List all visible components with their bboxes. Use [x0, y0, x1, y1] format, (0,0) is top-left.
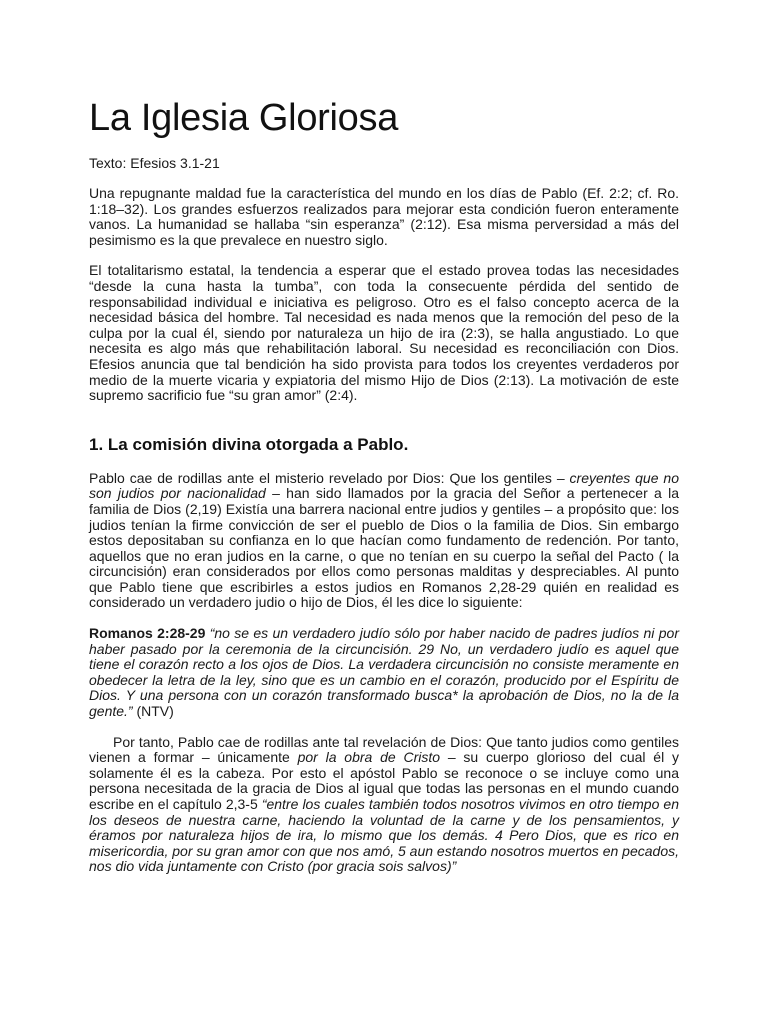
text-run: – su cuerpo glorioso del cual él y solamente él es la cabeza. Por esto el apóstol Pablo se reconoce o se incluye como una persona necesitada de la gracia de Dios al igual que todas las personas en el mundo cuando escribe en el capítulo 2,3-5: [89, 749, 679, 812]
text-run: Pablo cae de rodillas ante el misterio revelado por Dios: Que los gentiles –: [89, 469, 570, 486]
paragraph-intro: Una repugnante maldad fue la característica del mundo en los días de Pablo (Ef. 2:2; cf. Ro. 1:18–32). Los grandes esfuerzos realizados para mejorar esta condición fueron enteramente vanos. La humanidad se hallaba “sin esperanza” (2:12). Esa misma perversidad a más del pesimismo es la que prevalece en nuestro siglo.: [89, 185, 679, 248]
italic-run: creyentes que no son judios por nacionalidad: [89, 469, 679, 502]
paragraph-revelacion: [89, 735, 679, 875]
text-run: – han sido llamados por la gracia del Señor a pertenecer a la familia de Dios (2,19) Existía una barrera nacional entre judios y gentiles – a propósito que: los judios tenían la firme convicción de ser el pueblo de Dios o la familia de Dios. Sin embargo estos depositaban su confianza en lo que hacían como fundamento de redención. Por tanto, aquellos que no eran judios en la carne, o que no tenían en su cuerpo la señal del Pacto ( la circuncisión) eran considerados por ellos como personas malditas y despreciables. Al punto que Pablo tiene que escribirles a estos judios en Romanos 2,28-29 quién en realidad es considerado un verdadero judio o hijo de Dios, él les dice lo siguiente:: [89, 485, 679, 611]
quote-text: “entre los cuales también todos nosotros vivimos en otro tiempo en los deseos de nuestra carne, haciendo la voluntad de la carne y de los pensamientos, y éramos por naturaleza hijos de ira, lo mismo que los demás. 4 Pero Dios, que es rico en misericordia, por su gran amor con que nos amó, 5 aun estando nosotros muertos en pecados, nos dio vida juntamente con Cristo (por gracia sois salvos)”: [89, 796, 679, 875]
bible-version: (NTV): [132, 703, 174, 720]
quote-text: “no se es un verdadero judío sólo por haber nacido de padres judíos ni por haber pasado por la ceremonia de la circuncisión. 29 No, un verdadero judío es aquel que tiene el corazón recto a los ojos de Dios. La verdadera circuncisión no consiste meramente en obedecer la letra de la ley, sino que es un cambio en el corazón, producido por el Espíritu de Dios. Y una persona con un corazón transformado busca* la aprobación de Dios, no la de la gente.”: [89, 625, 679, 720]
paragraph-romanos-quote: [89, 626, 679, 720]
scripture-reference: Texto: Efesios 3.1-21: [89, 155, 220, 171]
paragraph-pablo-misterio: [89, 471, 679, 611]
italic-run: por la obra de Cristo: [297, 749, 441, 766]
text-run: Por tanto, Pablo cae de rodillas ante tal revelación de Dios: Que tanto judios como gentiles vienen a formar – únicamente: [89, 733, 679, 766]
document-title: La Iglesia Gloriosa: [89, 97, 399, 139]
bible-reference: Romanos 2:28-29: [89, 625, 206, 642]
section-heading-1: 1. La comisión divina otorgada a Pablo.: [89, 434, 409, 454]
paragraph-totalitarismo: El totalitarismo estatal, la tendencia a esperar que el estado provea todas las necesidades “desde la cuna hasta la tumba”, con toda la consecuente pérdida del sentido de responsabilidad individual e iniciativa es peligroso. Otro es el falso concepto acerca de la necesidad básica del hombre. Tal necesidad es nada menos que la remoción del peso de la culpa por la cual él, siendo por naturaleza un hijo de ira (2:3), se halla angustiado. Lo que necesita es algo más que rehabilitación laboral. Su necesidad es reconciliación con Dios. Efesios anuncia que tal bendición ha sido provista para todos los creyentes verdaderos por medio de la muerte vicaria y expiatoria del mismo Hijo de Dios (2:13). La motivación de este supremo sacrificio fue “su gran amor” (2:4).: [89, 262, 679, 404]
